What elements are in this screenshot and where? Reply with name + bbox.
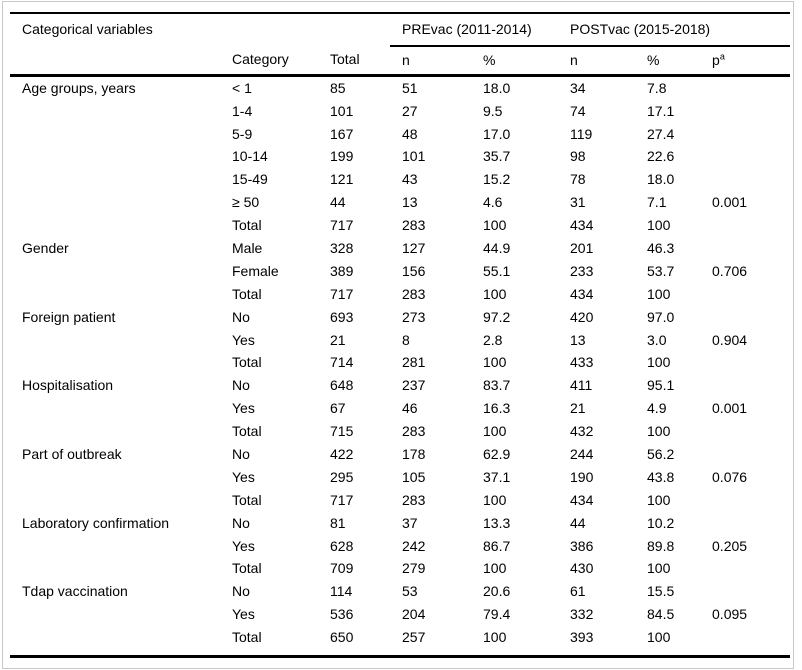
prevac-pct-cell: 100 (483, 354, 507, 371)
table-row (10, 306, 790, 329)
prevac-pct-cell: 97.2 (483, 308, 511, 325)
prevac-pct-cell: 83.7 (483, 377, 511, 394)
p-value-cell (700, 352, 790, 375)
postvac-pct-cell: 100 (647, 629, 671, 646)
prevac-n-cell: 237 (402, 377, 426, 394)
category-cell: Yes (232, 606, 255, 623)
prevac-group-header: PREvac (2011-2014) (390, 13, 558, 46)
variable-cell (10, 191, 220, 214)
category-cell: Yes (232, 537, 255, 554)
category-cell: Yes (232, 400, 255, 417)
category-cell: Total (232, 629, 262, 646)
p-label: p (712, 51, 720, 68)
p-value-cell (700, 420, 790, 443)
table-row (10, 123, 790, 146)
prevac-pct-cell: 20.6 (483, 583, 511, 600)
postvac-n-cell: 432 (570, 423, 594, 440)
variable-cell: Laboratory confirmation (22, 514, 170, 531)
postvac-n-cell: 190 (570, 468, 594, 485)
p-value-cell (700, 512, 790, 535)
prevac-pct-cell: 16.3 (483, 400, 511, 417)
total-cell: 628 (330, 537, 354, 554)
category-cell: No (232, 583, 250, 600)
postvac-group-header: POSTvac (2015-2018) (558, 13, 790, 46)
variable-cell (10, 603, 220, 626)
table-row (10, 100, 790, 123)
p-value-cell (700, 169, 790, 192)
postvac-n-cell: 430 (570, 560, 594, 577)
table-body (10, 76, 790, 650)
prevac-n-cell: 13 (402, 194, 418, 211)
total-cell: 121 (330, 171, 354, 188)
table-row (10, 169, 790, 192)
variable-cell (10, 466, 220, 489)
category-cell: Yes (232, 468, 255, 485)
variable-cell (10, 214, 220, 237)
prevac-pct-cell: 100 (483, 423, 507, 440)
postvac-n-cell: 119 (570, 125, 593, 142)
postvac-n-cell: 434 (570, 217, 594, 234)
col-header-pre-pct: % (471, 46, 558, 76)
table-row (10, 420, 790, 443)
p-value-cell (700, 581, 790, 604)
variable-cell (10, 100, 220, 123)
col-header-pre-n: n (390, 46, 471, 76)
total-cell: 422 (330, 446, 354, 462)
total-cell: 648 (330, 377, 354, 394)
total-cell: 709 (330, 560, 354, 577)
p-value-cell (700, 306, 790, 329)
postvac-n-cell: 98 (570, 148, 586, 165)
postvac-pct-cell: 17.1 (647, 102, 675, 119)
prevac-n-cell: 43 (402, 171, 418, 188)
prevac-n-cell: 46 (402, 400, 418, 417)
postvac-pct-cell: 43.8 (647, 468, 675, 485)
prevac-pct-cell: 15.2 (483, 171, 511, 188)
variable-cell: Foreign patient (22, 308, 116, 325)
category-cell: 15-49 (232, 171, 268, 188)
table-bottom-rule (10, 655, 790, 658)
prevac-n-cell: 101 (402, 148, 426, 165)
prevac-pct-cell: 79.4 (483, 606, 511, 623)
total-cell: 167 (330, 125, 354, 142)
variable-cell: Gender (22, 239, 69, 256)
table-row (10, 558, 790, 581)
total-cell: 67 (330, 400, 346, 417)
p-value-cell: 0.076 (712, 468, 748, 485)
col-header-empty (10, 46, 220, 76)
prevac-n-cell: 279 (402, 560, 426, 577)
col-header-category: Category (220, 46, 318, 76)
postvac-n-cell: 332 (570, 606, 594, 623)
postvac-n-cell: 233 (570, 262, 594, 279)
postvac-n-cell: 78 (570, 171, 586, 188)
variable-cell (10, 626, 220, 649)
category-cell: Total (232, 285, 262, 302)
total-cell: 114 (330, 583, 353, 600)
p-value-cell (700, 100, 790, 123)
table-row (10, 76, 790, 100)
postvac-n-cell: 21 (570, 400, 586, 417)
p-value-cell (700, 123, 790, 146)
postvac-n-cell: 434 (570, 285, 594, 302)
table-row (10, 352, 790, 375)
postvac-pct-cell: 56.2 (647, 446, 675, 462)
prevac-pct-cell: 9.5 (483, 102, 503, 119)
p-value-cell (700, 76, 790, 100)
variable-cell: Tdap vaccination (22, 583, 128, 600)
postvac-n-cell: 201 (570, 239, 594, 256)
postvac-n-cell: 386 (570, 537, 594, 554)
variable-cell: Part of outbreak (22, 446, 122, 462)
prevac-n-cell: 48 (402, 125, 418, 142)
prevac-n-cell: 281 (402, 354, 426, 371)
category-cell: Total (232, 354, 262, 371)
table-row (10, 283, 790, 306)
postvac-pct-cell: 27.4 (647, 125, 675, 142)
postvac-n-cell: 244 (570, 446, 594, 462)
total-cell: 693 (330, 308, 354, 325)
col-header-total: Total (318, 46, 390, 76)
p-value-cell: 0.001 (712, 400, 748, 417)
p-value-cell (700, 626, 790, 649)
postvac-pct-cell: 95.1 (647, 377, 675, 394)
total-cell: 650 (330, 629, 354, 646)
p-value-cell (700, 558, 790, 581)
postvac-n-cell: 34 (570, 79, 586, 96)
group-header-row (10, 13, 790, 46)
table-row (10, 397, 790, 420)
prevac-pct-cell: 35.7 (483, 148, 511, 165)
postvac-pct-cell: 100 (647, 285, 671, 302)
variable-cell (10, 558, 220, 581)
category-cell: Total (232, 560, 262, 577)
p-value-cell: 0.706 (712, 262, 748, 279)
table-row (10, 375, 790, 398)
prevac-n-cell: 283 (402, 423, 426, 440)
p-value-cell: 0.095 (712, 606, 748, 623)
postvac-pct-cell: 100 (647, 354, 671, 371)
postvac-pct-cell: 53.7 (647, 262, 675, 279)
variable-cell (10, 260, 220, 283)
p-value-cell (700, 375, 790, 398)
variable-cell (10, 420, 220, 443)
postvac-n-cell: 74 (570, 102, 586, 119)
table-row (10, 329, 790, 352)
prevac-n-cell: 273 (402, 308, 426, 325)
prevac-n-cell: 178 (402, 446, 426, 462)
table-row (10, 146, 790, 169)
total-cell: 717 (330, 285, 354, 302)
prevac-n-cell: 257 (402, 629, 426, 646)
variable-cell: Age groups, years (22, 79, 136, 96)
prevac-pct-cell: 17.0 (483, 125, 511, 142)
category-cell: Total (232, 217, 262, 234)
p-value-cell: 0.904 (712, 331, 748, 348)
prevac-pct-cell: 100 (483, 560, 507, 577)
table-row (10, 535, 790, 558)
postvac-n-cell: 31 (570, 194, 586, 211)
variable-cell (10, 397, 220, 420)
categorical-variables-table (10, 12, 790, 649)
col-header-post-pct: % (635, 46, 700, 76)
table-title: Categorical variables (22, 21, 153, 38)
prevac-pct-cell: 4.6 (483, 194, 503, 211)
postvac-n-cell: 393 (570, 629, 594, 646)
variable-cell (10, 283, 220, 306)
prevac-n-cell: 242 (402, 537, 426, 554)
prevac-n-cell: 51 (402, 79, 418, 96)
total-cell: 717 (330, 491, 354, 508)
p-value-cell (700, 283, 790, 306)
postvac-pct-cell: 100 (647, 560, 671, 577)
prevac-pct-cell: 100 (483, 217, 507, 234)
p-value-cell: 0.205 (712, 537, 748, 554)
variable-cell: Hospitalisation (22, 377, 114, 394)
table-row (10, 191, 790, 214)
postvac-pct-cell: 18.0 (647, 171, 675, 188)
total-cell: 21 (330, 331, 346, 348)
prevac-n-cell: 127 (402, 239, 426, 256)
variable-cell (10, 489, 220, 512)
category-cell: Male (232, 239, 263, 256)
prevac-pct-cell: 37.1 (483, 468, 511, 485)
prevac-pct-cell: 13.3 (483, 514, 511, 531)
postvac-pct-cell: 7.8 (647, 79, 667, 96)
postvac-pct-cell: 100 (647, 423, 671, 440)
table-row (10, 512, 790, 535)
postvac-pct-cell: 97.0 (647, 308, 675, 325)
total-cell: 85 (330, 79, 346, 96)
category-cell: 5-9 (232, 125, 253, 142)
variable-cell (10, 329, 220, 352)
total-cell: 536 (330, 606, 354, 623)
postvac-pct-cell: 100 (647, 217, 671, 234)
p-value-cell: 0.001 (712, 194, 748, 211)
postvac-pct-cell: 10.2 (647, 514, 675, 531)
prevac-pct-cell: 44.9 (483, 239, 511, 256)
prevac-n-cell: 27 (402, 102, 418, 119)
col-header-p (700, 46, 790, 76)
table-row (10, 443, 790, 466)
category-cell: ≥ 50 (232, 194, 260, 211)
postvac-n-cell: 420 (570, 308, 594, 325)
postvac-n-cell: 61 (570, 583, 586, 600)
postvac-pct-cell: 7.1 (647, 194, 667, 211)
prevac-n-cell: 283 (402, 491, 426, 508)
postvac-pct-cell: 22.6 (647, 148, 675, 165)
prevac-n-cell: 53 (402, 583, 418, 600)
category-cell: Total (232, 423, 262, 440)
column-header-row (10, 46, 790, 76)
category-cell: 1-4 (232, 102, 253, 119)
prevac-n-cell: 156 (402, 262, 426, 279)
prevac-pct-cell: 100 (483, 285, 507, 302)
table-row (10, 466, 790, 489)
postvac-pct-cell: 100 (647, 491, 671, 508)
postvac-n-cell: 433 (570, 354, 594, 371)
total-cell: 715 (330, 423, 354, 440)
prevac-pct-cell: 100 (483, 629, 507, 646)
table-row (10, 626, 790, 649)
p-value-cell (700, 443, 790, 466)
category-cell: No (232, 377, 250, 394)
category-cell: Total (232, 491, 262, 508)
total-cell: 389 (330, 262, 354, 279)
variable-cell (10, 123, 220, 146)
p-value-cell (700, 489, 790, 512)
total-cell: 295 (330, 468, 354, 485)
category-cell: No (232, 308, 250, 325)
prevac-pct-cell: 2.8 (483, 331, 503, 348)
category-cell: 10-14 (232, 148, 268, 165)
prevac-pct-cell: 86.7 (483, 537, 511, 554)
postvac-pct-cell: 84.5 (647, 606, 675, 623)
variable-cell (10, 535, 220, 558)
table-row (10, 260, 790, 283)
table-row (10, 489, 790, 512)
postvac-n-cell: 434 (570, 491, 594, 508)
total-cell: 717 (330, 217, 354, 234)
total-cell: 328 (330, 239, 354, 256)
prevac-n-cell: 37 (402, 514, 418, 531)
total-cell: 714 (330, 354, 354, 371)
prevac-pct-cell: 62.9 (483, 446, 511, 462)
category-cell: No (232, 514, 250, 531)
prevac-pct-cell: 100 (483, 491, 507, 508)
p-superscript: a (719, 51, 725, 62)
table-row (10, 603, 790, 626)
p-value-cell (700, 237, 790, 260)
category-cell: No (232, 446, 250, 462)
prevac-n-cell: 204 (402, 606, 426, 623)
postvac-pct-cell: 89.8 (647, 537, 675, 554)
postvac-pct-cell: 3.0 (647, 331, 667, 348)
total-cell: 101 (330, 102, 354, 119)
total-cell: 199 (330, 148, 354, 165)
variable-cell (10, 146, 220, 169)
variable-cell (10, 352, 220, 375)
prevac-n-cell: 105 (402, 468, 426, 485)
p-value-cell (700, 214, 790, 237)
postvac-n-cell: 411 (570, 377, 593, 394)
prevac-n-cell: 8 (402, 331, 410, 348)
postvac-pct-cell: 4.9 (647, 400, 667, 417)
postvac-n-cell: 13 (570, 331, 586, 348)
p-value-cell (700, 146, 790, 169)
col-header-post-n: n (558, 46, 635, 76)
table-row (10, 581, 790, 604)
prevac-pct-cell: 18.0 (483, 79, 511, 96)
category-cell: Female (232, 262, 279, 279)
variable-cell (10, 169, 220, 192)
prevac-pct-cell: 55.1 (483, 262, 511, 279)
total-cell: 44 (330, 194, 346, 211)
postvac-pct-cell: 46.3 (647, 239, 675, 256)
postvac-n-cell: 44 (570, 514, 586, 531)
category-cell: < 1 (232, 79, 252, 96)
category-cell: Yes (232, 331, 255, 348)
postvac-pct-cell: 15.5 (647, 583, 675, 600)
prevac-n-cell: 283 (402, 285, 426, 302)
total-cell: 81 (330, 514, 346, 531)
prevac-n-cell: 283 (402, 217, 426, 234)
table-row (10, 237, 790, 260)
table-row (10, 214, 790, 237)
